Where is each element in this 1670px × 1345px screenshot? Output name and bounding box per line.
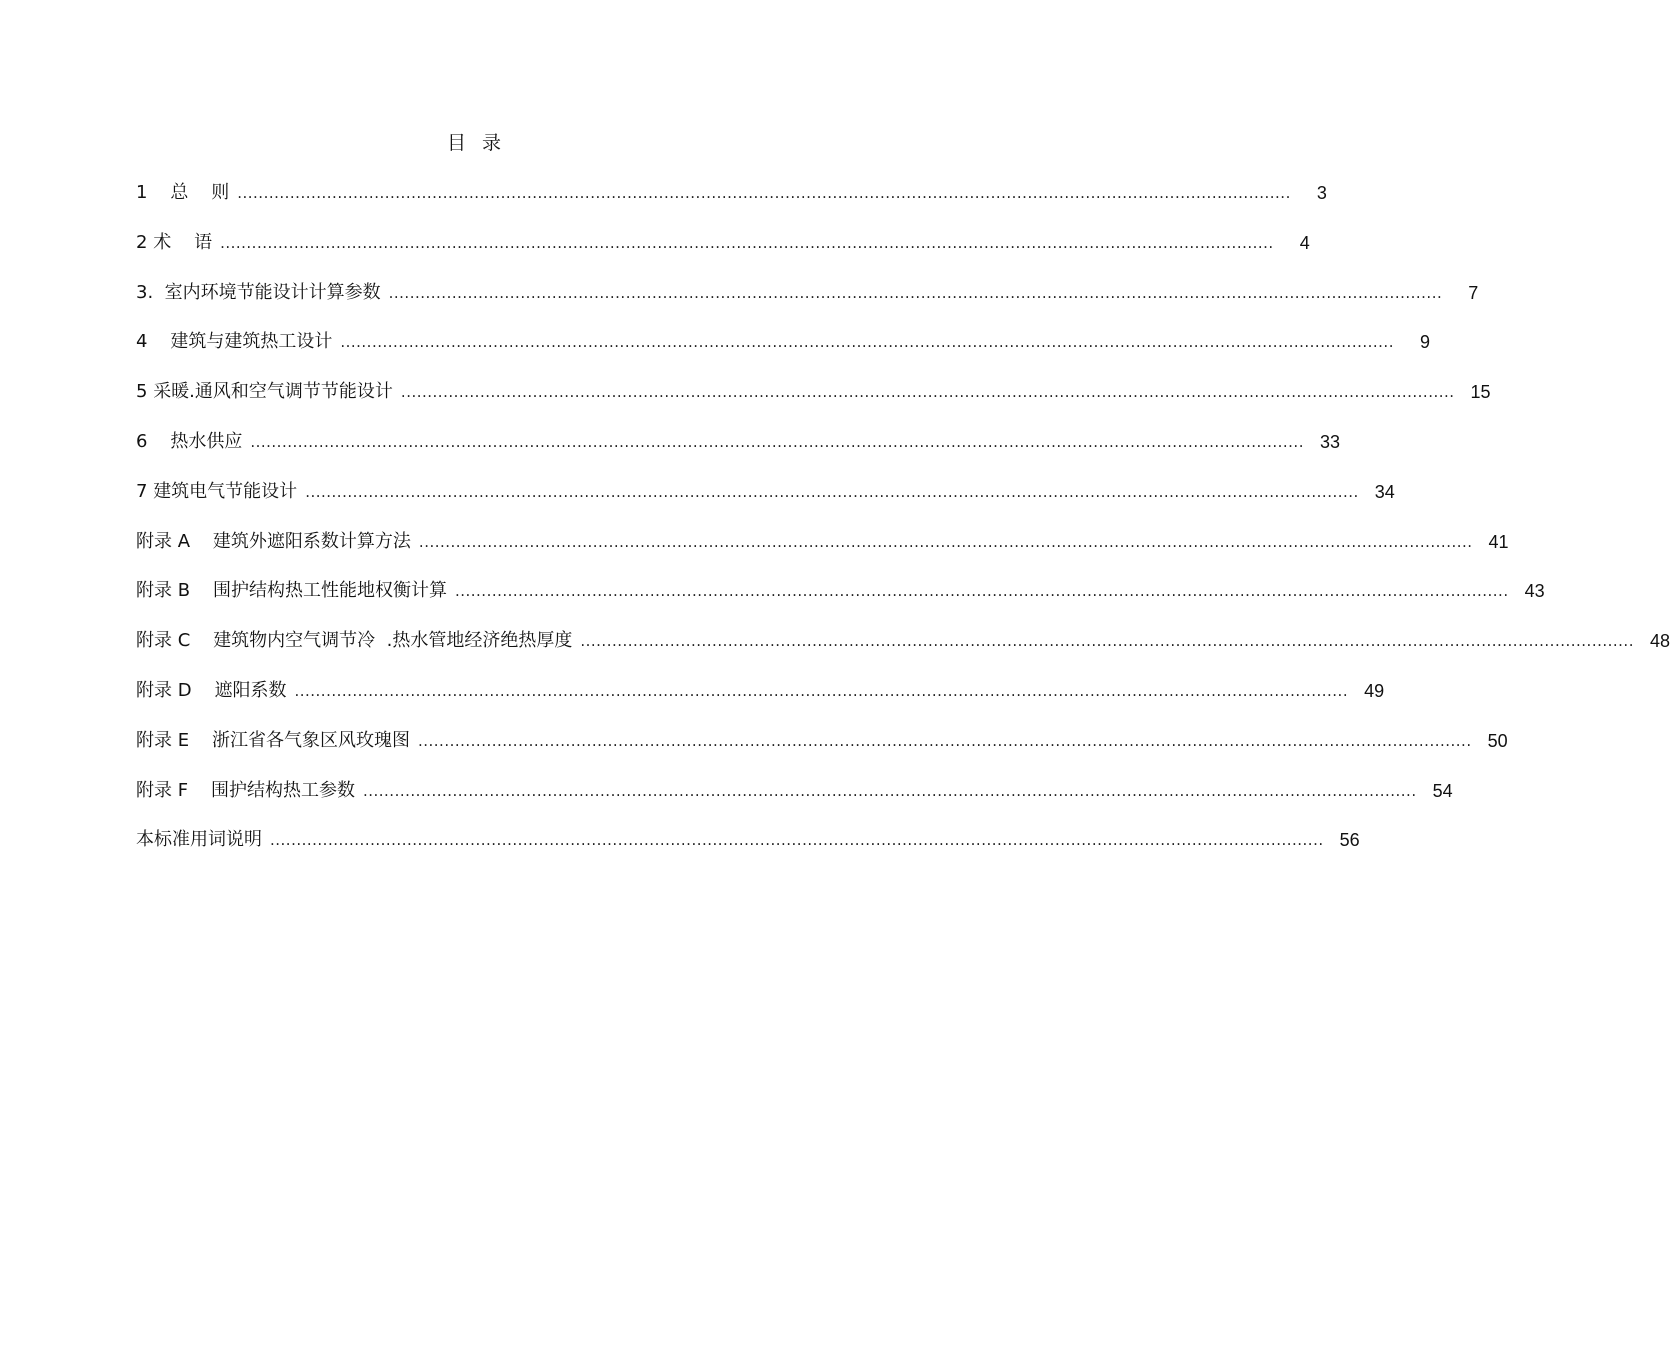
toc-entry-label: 建筑电气节能设计 (153, 480, 298, 502)
toc-entry-label: 建筑外遮阳系数计算方法 (212, 530, 411, 552)
toc-entry-number: 1 (136, 182, 171, 203)
toc-entry[interactable] (136, 778, 1453, 828)
toc-entry[interactable] (136, 379, 1491, 429)
toc-entry[interactable] (136, 728, 1508, 778)
toc-dot-leader: ........................................................................................................................................................................................................ (305, 482, 1359, 501)
toc-entry-label: 浙江省各气象区风玫瑰图 (211, 729, 410, 751)
toc-entry-number: 2 (136, 231, 154, 253)
toc-entry-label: 术 语 (153, 231, 213, 253)
toc-entry-page: 3 (1316, 183, 1327, 203)
toc-entry[interactable] (136, 230, 1310, 280)
toc-entry-label: 本标准用词说明 (136, 829, 262, 851)
toc-entry-page: 43 (1524, 581, 1545, 602)
toc-entry-page: 9 (1419, 332, 1430, 353)
toc-dot-leader: ........................................................................................................................................................................................................ (417, 731, 1472, 750)
toc-dot-leader: ........................................................................................................................................................................................................ (388, 283, 1443, 302)
toc-entry[interactable] (136, 180, 1327, 230)
toc-entry-label: 建筑与建筑热工设计 (170, 331, 333, 353)
toc-dot-leader: ........................................................................................................................................................................................................ (220, 233, 1274, 252)
toc-dot-leader: ........................................................................................................................................................................................................ (237, 184, 1291, 202)
toc-entry-label: 建筑物内空气调节冷 .热水管地经济绝热厚度 (213, 630, 573, 652)
toc-entry[interactable] (136, 429, 1340, 479)
toc-entry[interactable] (136, 529, 1509, 579)
toc-entry-label: 室内环境节能设计计算参数 (164, 281, 381, 303)
toc-entry-label: 采暖.通风和空气调节节能设计 (153, 381, 393, 403)
toc-entry-page: 49 (1364, 680, 1385, 701)
toc-entry-label: 遮阳系数 (214, 679, 287, 701)
toc-entry-number: 3. (136, 281, 165, 303)
toc-entry[interactable] (136, 329, 1430, 379)
toc-entry[interactable] (136, 827, 1360, 877)
toc-dot-leader: ........................................................................................................................................................................................................ (362, 781, 1417, 800)
toc-dot-leader: ........................................................................................................................................................................................................ (270, 831, 1324, 850)
toc-entry-number: 附录 C (136, 630, 214, 652)
toc-entry-page: 34 (1374, 481, 1395, 502)
toc-entry-page: 54 (1432, 780, 1453, 801)
toc-entry-label: 热水供应 (170, 430, 243, 452)
toc-dot-leader: ........................................................................................................................................................................................................ (250, 432, 1304, 451)
toc-entry-page: 7 (1468, 282, 1479, 303)
toc-entry[interactable] (136, 628, 1670, 678)
toc-entry[interactable] (136, 479, 1395, 529)
toc-dot-leader: ........................................................................................................................................................................................................ (340, 333, 1394, 352)
toc-entry-number: 5 (136, 381, 154, 403)
toc-entry[interactable] (136, 578, 1545, 628)
toc-entry-number: 7 (136, 480, 154, 502)
toc-list (136, 180, 1670, 877)
toc-dot-leader: ........................................................................................................................................................................................................ (400, 383, 1455, 402)
toc-entry[interactable] (136, 280, 1479, 330)
toc-entry-page: 50 (1487, 730, 1508, 751)
toc-entry-page: 15 (1470, 382, 1491, 403)
toc-dot-leader: ........................................................................................................................................................................................................ (418, 532, 1473, 551)
toc-entry-number: 附录 E (136, 729, 212, 751)
toc-entry-number: 4 (136, 331, 171, 353)
toc-entry-page: 56 (1339, 830, 1360, 851)
toc-entry-page: 4 (1299, 232, 1310, 253)
toc-entry-number: 附录 D (136, 679, 215, 701)
toc-entry-label: 围护结构热工性能地权衡计算 (212, 580, 447, 602)
toc-entry-number: 附录 A (136, 530, 213, 552)
toc-entry-page: 33 (1319, 431, 1340, 452)
toc-entry-number: 附录 F (136, 779, 211, 801)
toc-dot-leader: ........................................................................................................................................................................................................ (294, 681, 1349, 700)
toc-entry-number: 附录 B (136, 580, 213, 602)
toc-entry-label: 总 则 (170, 182, 230, 203)
toc-entry-page: 41 (1488, 531, 1509, 552)
toc-entry-number: 6 (136, 430, 171, 452)
toc-dot-leader: ........................................................................................................................................................................................................ (580, 632, 1634, 651)
toc-dot-leader: ........................................................................................................................................................................................................ (454, 582, 1509, 601)
toc-entry-label: 围护结构热工参数 (210, 779, 355, 801)
toc-entry[interactable] (136, 678, 1385, 728)
toc-entry-page: 48 (1649, 631, 1670, 652)
toc-title: 目 录 (446, 132, 504, 154)
